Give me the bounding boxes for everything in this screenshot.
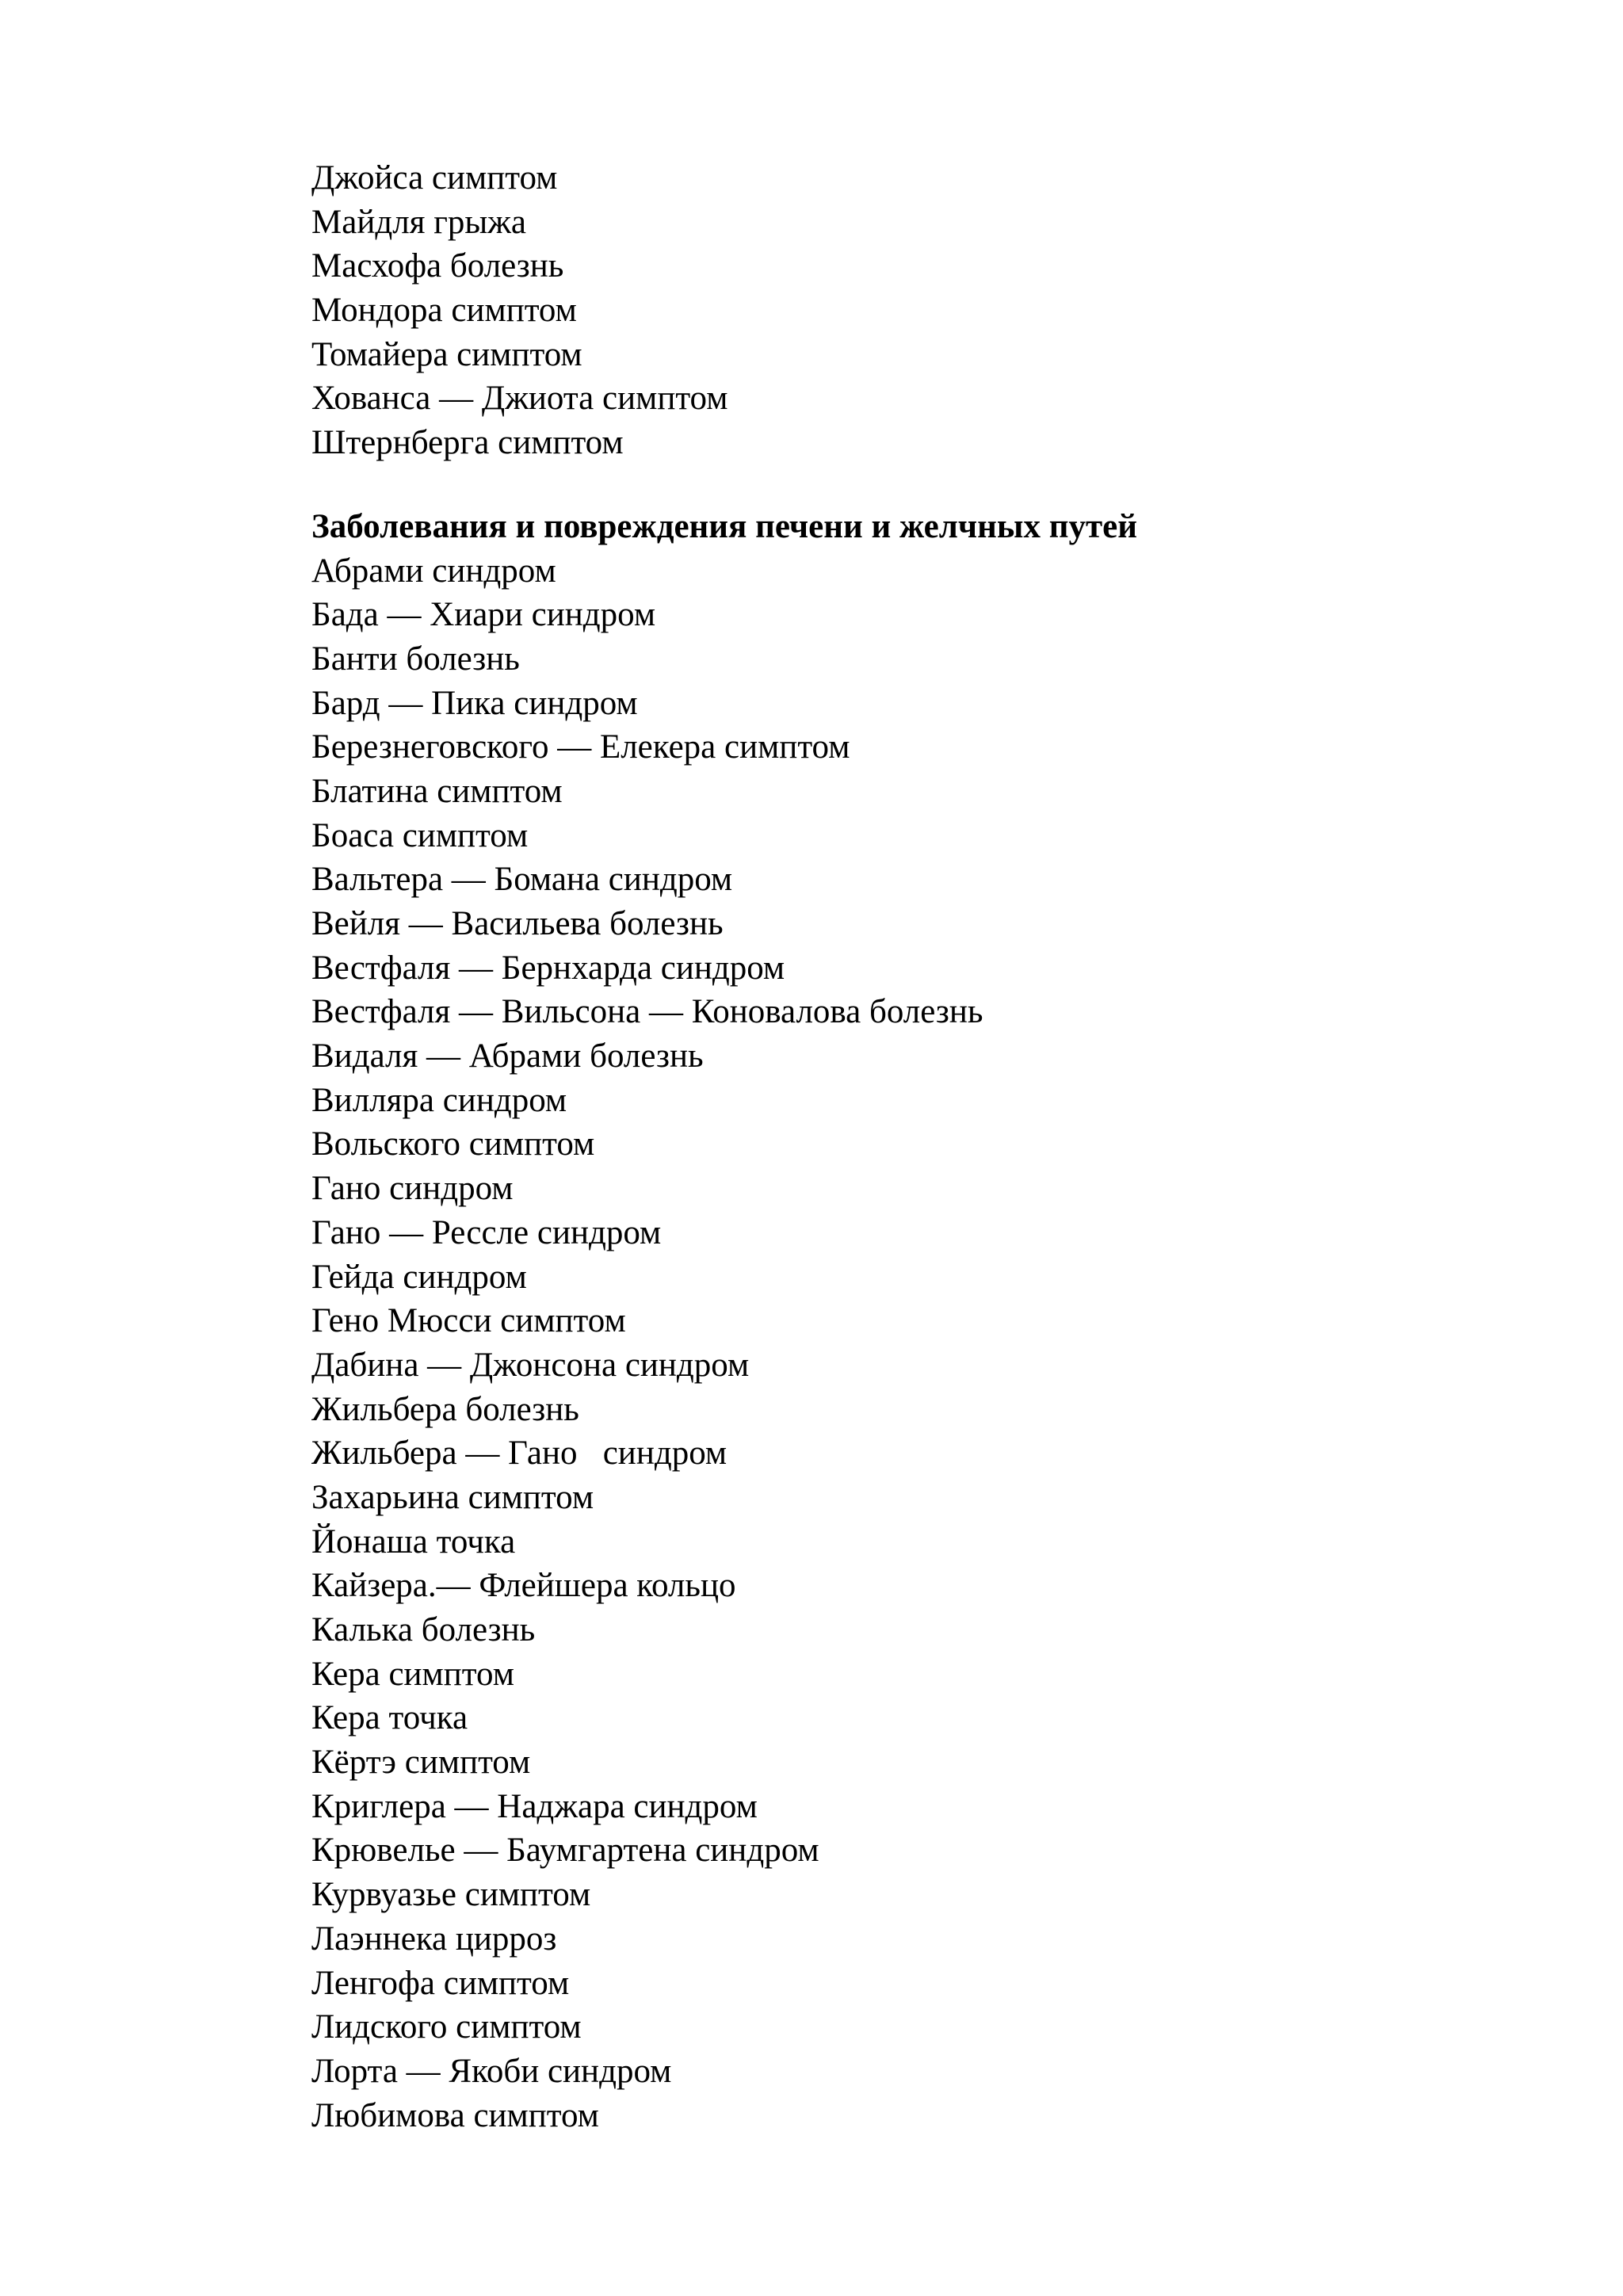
list-item: Штернберга симптом xyxy=(311,424,624,462)
list-item: Гено Мюсси симптом xyxy=(311,1302,626,1340)
list-item: Любимова симптом xyxy=(311,2096,599,2134)
list-item: Йонаша точка xyxy=(311,1522,516,1561)
list-item: Жильбера — Гано синдром xyxy=(311,1435,727,1473)
list-item: Бард — Пика синдром xyxy=(311,684,638,722)
list-item: Крювелье — Баумгартена синдром xyxy=(311,1832,819,1870)
list-item: Лидского симптом xyxy=(311,2008,582,2046)
list-item: Мондора симптом xyxy=(311,292,577,330)
list-item: Вейля — Васильева болезнь xyxy=(311,905,724,942)
list-item: Вестфаля — Вильсона — Коновалова болезнь xyxy=(311,993,983,1031)
list-item: Бада — Хиари синдром xyxy=(311,596,656,634)
list-item: Березнеговского — Елекера симптом xyxy=(311,728,850,766)
list-item: Лаэннека цирроз xyxy=(311,1920,557,1958)
list-item: Курвуазье симптом xyxy=(311,1876,591,1914)
list-item: Хованса — Джиота симптом xyxy=(311,380,728,418)
list-item: Банти болезнь xyxy=(311,640,520,678)
list-item: Кера симптом xyxy=(311,1655,514,1693)
list-item: Гано синдром xyxy=(311,1170,514,1208)
list-item: Блатина симптом xyxy=(311,772,563,810)
list-item: Кера точка xyxy=(311,1699,468,1737)
list-item: Кёртэ симптом xyxy=(311,1744,531,1782)
list-item: Захарьина симптом xyxy=(311,1478,594,1516)
list-item: Дабина — Джонсона синдром xyxy=(311,1346,750,1384)
list-item: Вольского симптом xyxy=(311,1125,595,1163)
list-item: Томайера симптом xyxy=(311,335,582,373)
list-item: Кайзера.— Флейшера кольцо xyxy=(311,1567,736,1605)
list-item: Абрами синдром xyxy=(311,552,556,590)
list-item: Видаля — Абрами болезнь xyxy=(311,1037,704,1075)
section-eponym-list xyxy=(311,549,1468,2138)
page-content xyxy=(311,156,1468,2137)
list-item: Жильбера болезнь xyxy=(311,1390,579,1428)
list-item: Джойса симптом xyxy=(311,159,558,197)
intro-eponym-list xyxy=(311,156,1468,465)
list-item: Гейда синдром xyxy=(311,1258,527,1296)
list-item: Вальтера — Бомана синдром xyxy=(311,861,733,899)
section-spacer xyxy=(311,465,1468,505)
list-item: Масхофа болезнь xyxy=(311,247,564,285)
list-item: Криглера — Наджара синдром xyxy=(311,1787,758,1825)
list-item: Майдля грыжа xyxy=(311,203,527,241)
list-item: Лорта — Якоби синдром xyxy=(311,2052,672,2090)
list-item: Вестфаля — Бернхарда синдром xyxy=(311,949,785,987)
section-heading: Заболевания и повреждения печени и желчных путей xyxy=(311,507,1137,545)
list-item: Вилляра синдром xyxy=(311,1081,567,1119)
list-item: Ленгофа симптом xyxy=(311,1964,570,2002)
list-item: Гано — Рессле синдром xyxy=(311,1213,662,1251)
list-item: Калька болезнь xyxy=(311,1611,536,1648)
list-item: Боаса симптом xyxy=(311,816,529,854)
